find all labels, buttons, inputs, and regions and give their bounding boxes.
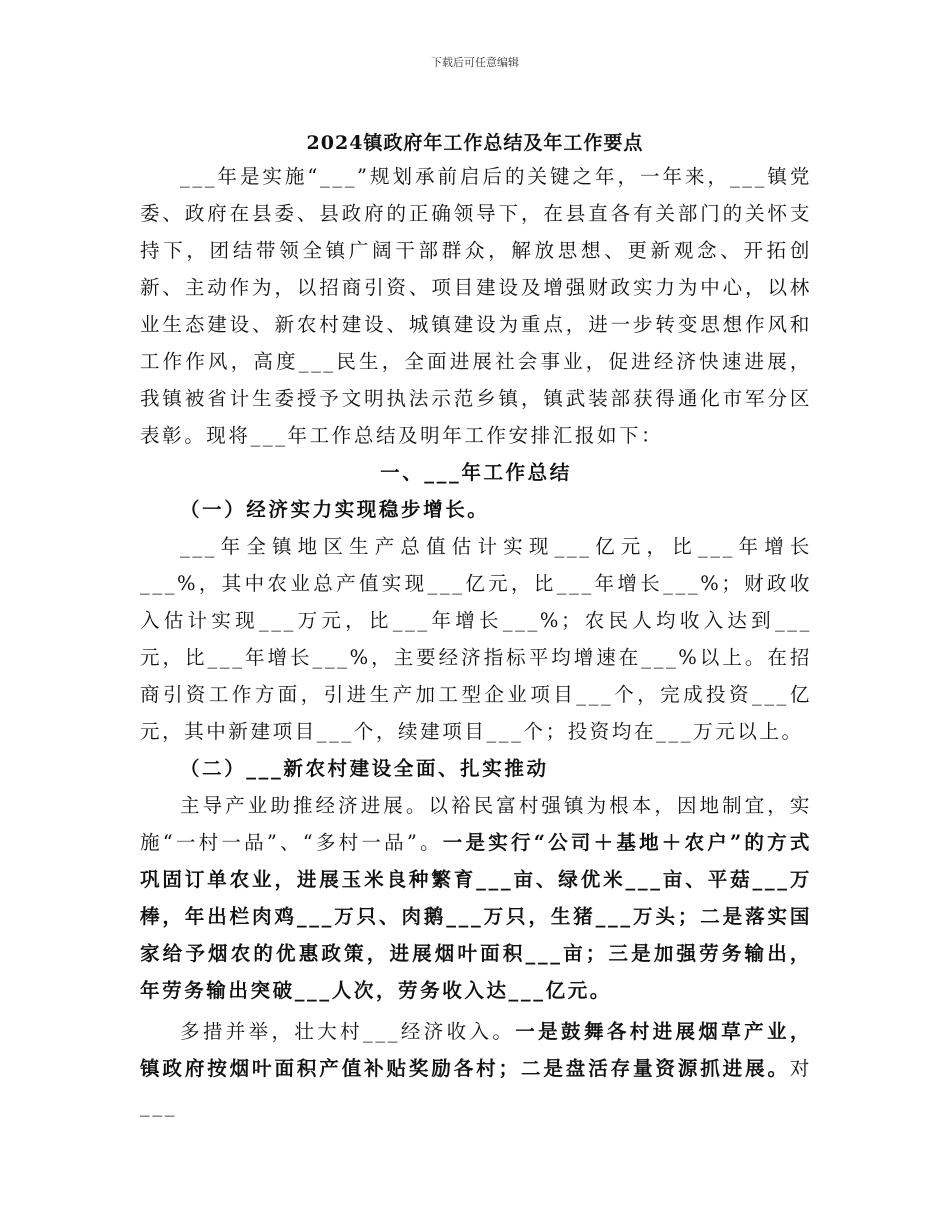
document-body (140, 158, 812, 1124)
intro-paragraph: ___年是实施“___”规划承前启后的关键之年，一年来，___镇党委、政府在县委、县政府的正确领导下，在县直各有关部门的关怀支持下，团结带领全镇广阔干部群众，解放思想、更新观念、开拓创新、主动作为，以招商引资、项目建设及增强财政实力为中心，以林业生态建设、新农村建设、城镇建设为重点，进一步转变思想作风和工作作风，高度___民生，全面进展社会事业，促进经济快速进展，我镇被省计生委授予文明执法示范乡镇，镇武装部获得通化市军分区表彰。现将___年工作总结及明年工作安排汇报如下： (140, 165, 812, 447)
subsection-heading-rural: （二）___新农村建设全面、扎实推动 (180, 757, 549, 780)
document-title: 2024镇政府年工作总结及年工作要点 (306, 132, 644, 154)
section-heading-1: 一、___年工作总结 (380, 461, 572, 484)
industry-paragraph-bold: 一是实行“公司＋基地＋农户”的方式巩固订单农业，进展玉米良种繁育___亩、绿优米___亩、平菇___万棒，年出栏肉鸡___万只、肉鹅___万只，生猪___万头；二是落实国家给予烟农的优惠政策，进展烟叶面积___亩；三是加强劳务输出，年劳务输出突破___人次，劳务收入达___亿元。 (140, 831, 812, 1002)
village-paragraph-bold: 一是鼓舞各村进展烟草产业，镇政府按烟叶面积产值补贴奖励各村；二是盘活存量资源抓进展。 (140, 1020, 812, 1080)
village-paragraph-tail: 对___ (140, 1057, 812, 1117)
economy-paragraph: ___年全镇地区生产总值估计实现___亿元，比___年增长___%，其中农业总产值实现___亿元，比___年增长___%；财政收入估计实现___万元，比___年增长___%；农民人均收入达到___元，比___年增长___%，主要经济指标平均增速在___%以上。在招商引资工作方面，引进生产加工型企业项目___个，完成投资___亿元，其中新建项目___个，续建项目___个；投资均在___万元以上。 (140, 535, 812, 743)
subsection-heading-economy: （一）经济实力实现稳步增长。 (180, 498, 490, 521)
village-paragraph-plain: 多措并举，壮大村___经济收入。 (180, 1020, 516, 1043)
header-note: 下载后可任意编辑 (431, 56, 519, 69)
village-paragraph (140, 1013, 812, 1124)
industry-paragraph (140, 787, 812, 1009)
industry-paragraph-plain: 主导产业助推经济进展。以裕民富村强镇为根本，因地制宜，实施“一村一品”、“多村一品”。 (140, 794, 812, 854)
